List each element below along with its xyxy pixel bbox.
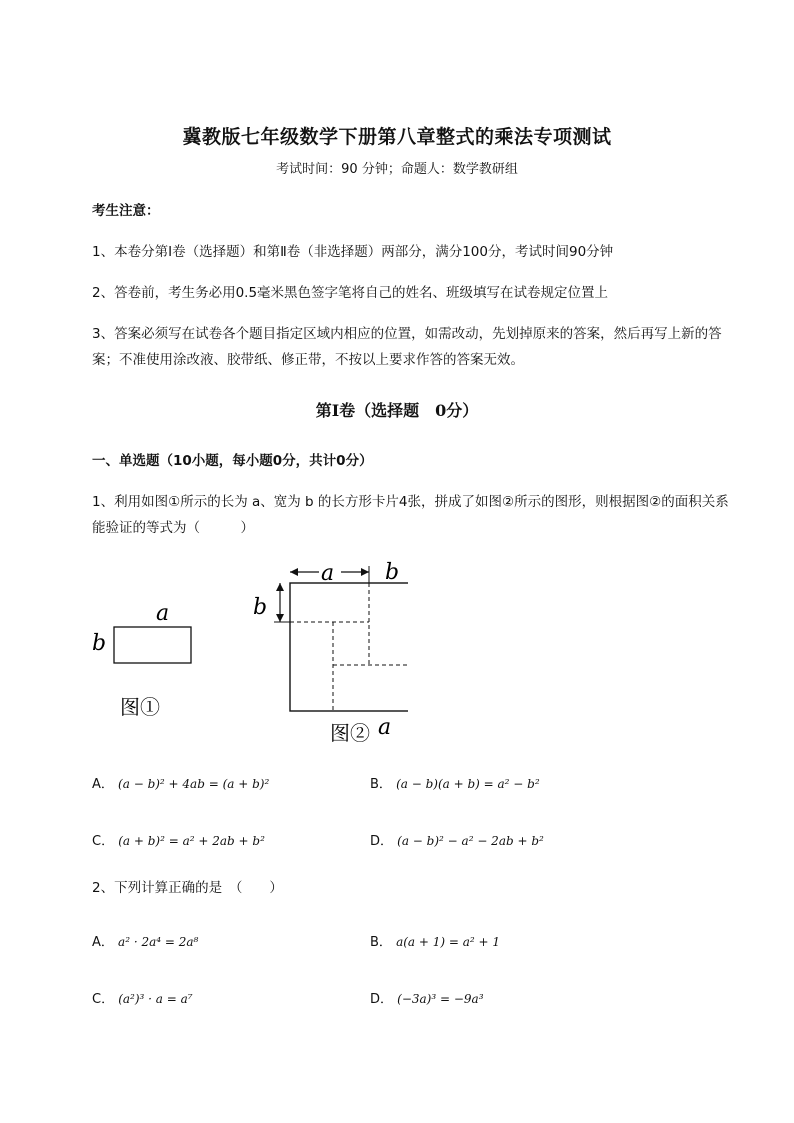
section-title: 第Ⅰ卷（选择题 0分） <box>315 401 479 420</box>
figure-1-label-b: b <box>92 631 107 656</box>
figure-2 <box>248 558 408 748</box>
question-1-option-c[interactable] <box>92 830 265 849</box>
figure-2-square <box>290 583 408 711</box>
option-text: (a − b)² − a² − 2ab + b² <box>397 834 544 848</box>
exam-info: 考试时间：90 分钟；命题人：数学教研组 <box>276 162 518 177</box>
option-key: C． <box>92 992 115 1007</box>
option-text: a² · 2a⁴ = 2a⁸ <box>118 935 199 949</box>
page-title: 冀教版七年级数学下册第八章整式的乘法专项测试 <box>182 126 612 148</box>
question-2-option-a[interactable] <box>92 931 198 950</box>
question-2-option-d[interactable] <box>370 988 484 1007</box>
arrow-a-left-head <box>290 568 298 576</box>
figure-1-label-a: a <box>156 601 170 626</box>
option-text: (a²)³ · a = a⁷ <box>118 992 193 1006</box>
figure-1 <box>86 596 206 726</box>
option-key: D． <box>370 834 394 849</box>
question-1-stem: 1、利用如图①所示的长为 a、宽为 b 的长方形卡片4张，拼成了如图②所示的图形，则根据图②的面积关系能验证的等式为（ ） <box>92 494 729 536</box>
question-2-option-b[interactable] <box>370 931 500 950</box>
figure-1-caption: 图① <box>120 695 160 719</box>
option-key: B． <box>370 935 392 950</box>
notice-item-1: 1、本卷分第Ⅰ卷（选择题）和第Ⅱ卷（非选择题）两部分，满分100分，考试时间90分钟 <box>92 244 614 260</box>
option-text: a(a + 1) = a² + 1 <box>396 935 501 949</box>
figure-2-dashed-lines <box>290 583 408 711</box>
notice-heading: 考生注意： <box>92 203 160 219</box>
notice-item-3: 3、答案必须写在试卷各个题目指定区域内相应的位置，如需改动，先划掉原来的答案，然后再写上新的答案；不准使用涂改液、胶带纸、修正带，不按以上要求作答的答案无效。 <box>92 326 722 368</box>
notice-item-2: 2、答卷前，考生务必用0.5毫米黑色签字笔将自己的姓名、班级填写在试卷规定位置上 <box>92 285 609 301</box>
option-text: (a + b)² = a² + 2ab + b² <box>118 834 265 848</box>
figure-1-rectangle <box>114 627 191 663</box>
question-1-option-d[interactable] <box>370 830 544 849</box>
option-text: (a − b)² + 4ab = (a + b)² <box>118 777 270 791</box>
question-1-option-b[interactable] <box>370 773 540 792</box>
option-key: A． <box>92 935 114 950</box>
option-text: (−3a)³ = −9a³ <box>397 992 484 1006</box>
option-text: (a − b)(a + b) = a² − b² <box>396 777 540 791</box>
arrow-a-right-head <box>361 568 369 576</box>
figure-2-label-a-top: a <box>321 561 335 586</box>
option-key: D． <box>370 992 394 1007</box>
option-key: B． <box>370 777 392 792</box>
option-key: C． <box>92 834 115 849</box>
figure-2-caption: 图② <box>330 721 370 745</box>
option-key: A． <box>92 777 114 792</box>
part-heading: 一、单选题（10小题，每小题0分，共计0分） <box>92 453 373 469</box>
question-1-option-a[interactable] <box>92 773 269 792</box>
question-2-option-c[interactable] <box>92 988 193 1007</box>
figure-2-label-b-left: b <box>253 595 268 620</box>
figure-2-label-a-bottom: a <box>378 715 392 740</box>
arrow-b-bottom-head <box>276 614 284 622</box>
arrow-b-top-head <box>276 583 284 591</box>
figure-2-label-b-top: b <box>385 560 400 585</box>
question-2-stem: 2、下列计算正确的是 （ ） <box>92 880 283 896</box>
